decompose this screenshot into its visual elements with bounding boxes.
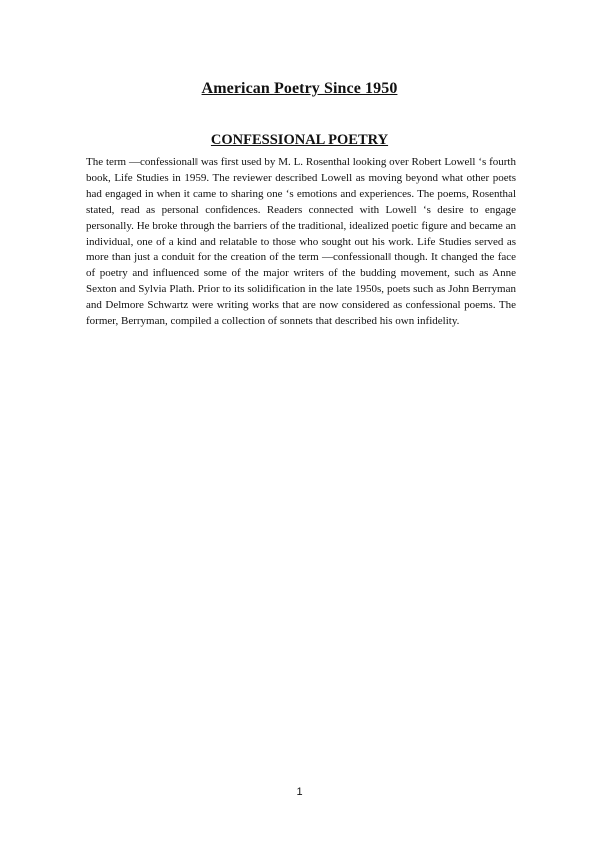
document-title: American Poetry Since 1950	[201, 80, 398, 97]
body-paragraph: The term —confessional‖ was first used by M. L. Rosenthal looking over Robert Lowell ‘s fourth book, Life Studies in 1959. The reviewer described Lowell as moving beyond what other poets had engaged in when it came to sharing one ‘s emotions and experiences. The poems, Rosenthal stated, read as personal confidences. Readers connected with Lowell ‘s desire to engage personally. He broke through the barriers of the traditional, idealized poetic figure and became an individual, one of a kind and relatable to those who sought out his work. Life Studies served as more than just a conduit for the creation of the term —confessional‖ though. It changed the face of poetry and influenced some of the major writers of the budding movement, such as Anne Sexton and Sylvia Plath. Prior to its solidification in the late 1950s, poets such as John Berryman and Delmore Schwartz were writing works that are now considered as confessional poems. The former, Berryman, compiled a collection of sonnets that described his own infidelity.	[86, 156, 516, 328]
section-heading: CONFESSIONAL POETRY	[210, 132, 389, 148]
page-number: 1	[296, 786, 303, 798]
